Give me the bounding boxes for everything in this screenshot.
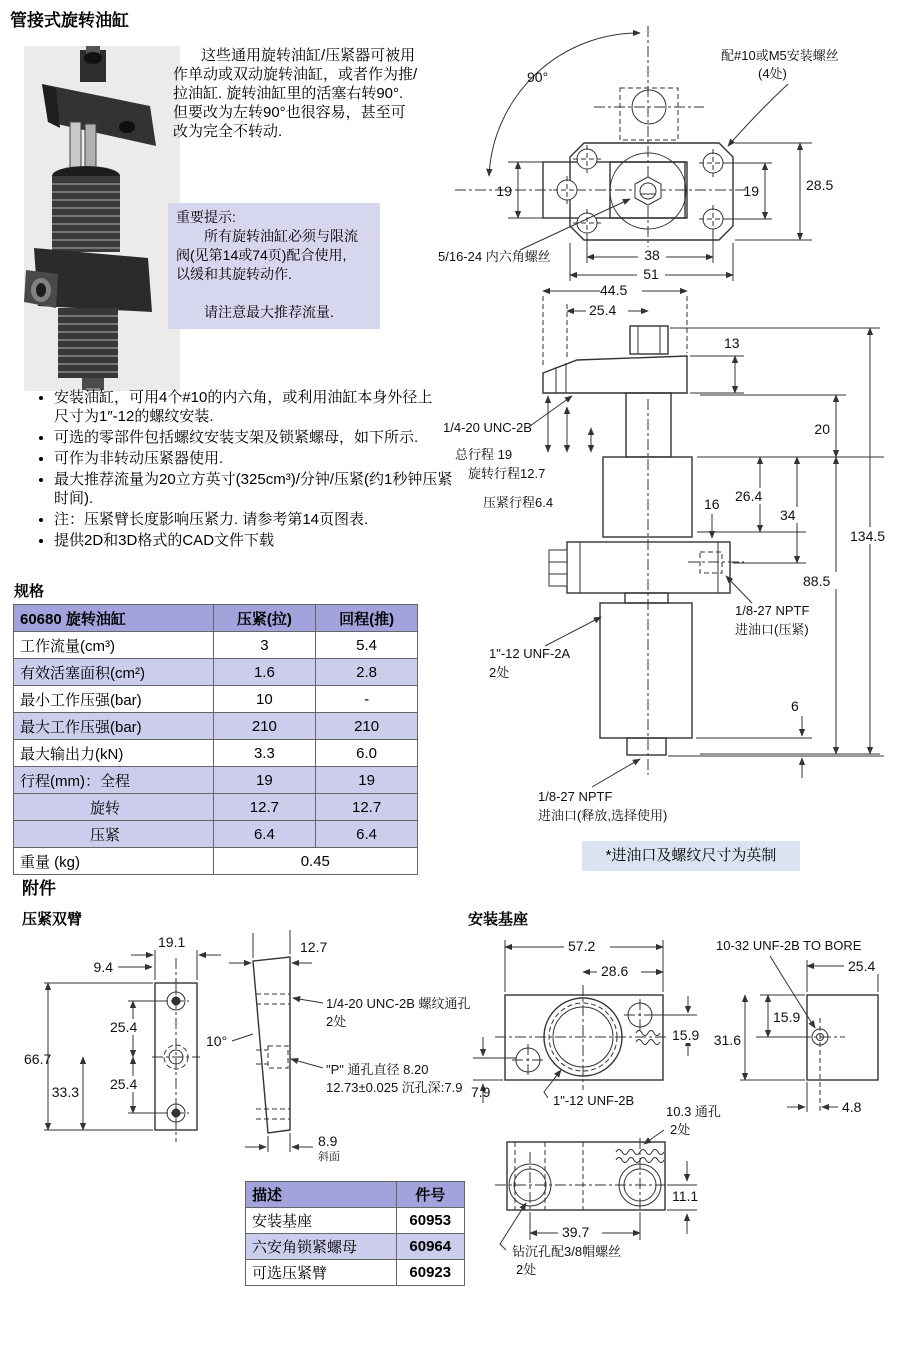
bullet-item: • 最大推荐流量为20立方英寸(325cm³)/分钟/压紧(约1秒钟压紧时间).	[54, 470, 466, 508]
spec-value: 10	[213, 686, 316, 713]
port-clamp-label: 1/8-27 NPTF	[735, 603, 810, 618]
dim-8-9: 8.9	[318, 1133, 338, 1149]
spec-row	[14, 767, 418, 794]
spec-value: 19	[213, 767, 316, 794]
specs-heading: 规格	[14, 583, 45, 600]
dim-11-1: 11.1	[672, 1188, 699, 1204]
hex-screw-label: 5/16-24 内六角螺丝	[438, 249, 551, 264]
arm-thread-label: 1/4-20 UNC-2B 螺纹通孔	[326, 996, 471, 1011]
arm-thread-qty: 2处	[326, 1014, 347, 1029]
dim-38: 38	[644, 247, 660, 263]
spec-value: 3.3	[213, 740, 316, 767]
spec-value: 6.4	[316, 821, 418, 848]
p-hole-label: "P" 通孔直径 8.20	[326, 1062, 429, 1077]
spec-label: 压紧	[14, 821, 214, 848]
spec-value: 2.8	[316, 659, 418, 686]
port-clamp-sub: 进油口(压紧)	[735, 622, 809, 637]
through-hole-qty: 2处	[670, 1122, 691, 1137]
dim-26-4: 26.4	[735, 488, 763, 504]
dim-34: 34	[780, 507, 796, 523]
spec-value: 6.0	[316, 740, 418, 767]
bullet-item: • 提供2D和3D格式的CAD文件下载	[54, 531, 466, 550]
dim-44-5: 44.5	[600, 282, 628, 298]
spec-label: 行程(mm)：全程	[14, 767, 214, 794]
spec-value: 210	[213, 713, 316, 740]
spec-row	[14, 740, 418, 767]
spec-header-return: 回程(推)	[316, 605, 418, 632]
dim-25-4-b: 25.4	[110, 1076, 138, 1092]
spec-row	[14, 713, 418, 740]
bullet-item: • 注：压紧臂长度影响压紧力. 请参考第14页图表.	[54, 510, 466, 529]
product-photo	[24, 46, 180, 391]
spec-row	[14, 821, 418, 848]
specs-table	[13, 604, 418, 875]
spec-weight-value: 0.45	[213, 848, 417, 875]
dim-19-right: 19	[743, 183, 759, 199]
dim-9-4: 9.4	[93, 959, 113, 975]
stroke-total-label: 总行程 19	[455, 447, 513, 462]
spec-weight-label: 重量 (kg)	[14, 848, 214, 875]
dim-7-9: 7.9	[471, 1084, 491, 1100]
spec-label: 有效活塞面积(cm²)	[14, 659, 214, 686]
parts-row	[246, 1260, 465, 1286]
side-view-drawing	[530, 283, 890, 787]
spec-value: 210	[316, 713, 418, 740]
part-desc: 六安角锁紧螺母	[246, 1234, 397, 1260]
spec-value: 1.6	[213, 659, 316, 686]
dim-88-5: 88.5	[803, 573, 831, 589]
parts-header-num: 件号	[396, 1182, 464, 1208]
part-desc: 安装基座	[246, 1208, 397, 1234]
spec-label: 最小工作压强(bar)	[14, 686, 214, 713]
bore-label: 10-32 UNF-2B TO BORE	[716, 938, 862, 953]
port-release-sub: 进油口(释放,选择使用)	[538, 808, 668, 823]
stroke-rotate-label: 旋转行程12.7	[468, 466, 546, 481]
spec-label: 最大输出力(kN)	[14, 740, 214, 767]
parts-header-desc: 描述	[246, 1182, 397, 1208]
parts-row	[246, 1234, 465, 1260]
cbore-label: 钻沉孔配3/8帽螺丝	[512, 1244, 622, 1259]
spec-value: 19	[316, 767, 418, 794]
mounting-base-heading: 安装基座	[468, 911, 529, 928]
dim-15-9-top: 15.9	[672, 1027, 700, 1043]
spec-label: 最大工作压强(bar)	[14, 713, 214, 740]
spec-row	[14, 659, 418, 686]
dim-6: 6	[791, 698, 799, 714]
dim-15-9-side: 15.9	[773, 1009, 801, 1025]
dim-10deg: 10°	[206, 1033, 228, 1049]
spec-value: -	[316, 686, 418, 713]
dim-19-1: 19.1	[158, 934, 186, 950]
dim-4-8: 4.8	[842, 1099, 862, 1115]
spec-value: 5.4	[316, 632, 418, 659]
bullet-item: • 可作为非转动压紧器使用.	[54, 449, 466, 468]
clamp-arm-heading: 压紧双臂	[22, 911, 83, 928]
bullet-item: • 可选的零部件包括螺纹安装支架及锁紧螺母，如下所示.	[54, 428, 466, 447]
spec-value: 6.4	[213, 821, 316, 848]
dim-20: 20	[814, 421, 830, 437]
dim-51: 51	[643, 266, 659, 282]
base-side-drawing	[740, 956, 882, 1112]
thread-label: 1/4-20 UNC-2B	[443, 420, 532, 435]
spec-label: 旋转	[14, 794, 214, 821]
spec-row	[14, 794, 418, 821]
part-number: 60953	[396, 1208, 464, 1234]
feature-bullet-list	[40, 388, 466, 552]
bullet-item: • 安装油缸，可用4个#10的内六角，或利用油缸本身外径上 尺寸为1″-12的螺纹安装.	[54, 388, 466, 426]
dim-33-3: 33.3	[51, 1084, 79, 1100]
p-hole-detail: 12.73±0.025 沉孔深:7.9	[326, 1080, 463, 1095]
dim-25-4-a: 25.4	[110, 1019, 138, 1035]
intro-paragraph: 这些通用旋转油缸/压紧器可被用作单动或双动旋转油缸，或者作为推/拉油缸. 旋转油缸里的活塞右转90°. 但要改为左转90°也很容易，甚至可改为完全不转动.	[173, 47, 418, 140]
dim-19-left: 19	[496, 183, 512, 199]
spec-value: 12.7	[316, 794, 418, 821]
spec-header-model: 60680 旋转油缸	[14, 605, 214, 632]
dim-25-4-base: 25.4	[848, 958, 876, 974]
bevel-label: 斜面	[318, 1151, 340, 1163]
units-footnote: *进油口及螺纹尺寸为英制	[582, 841, 800, 871]
spec-weight-row	[14, 848, 418, 875]
dim-90deg: 90°	[527, 69, 549, 85]
unf-2a-qty: 2处	[489, 665, 510, 680]
part-number: 60923	[396, 1260, 464, 1286]
spec-header-row	[14, 605, 418, 632]
dim-16: 16	[704, 496, 720, 512]
dim-66-7: 66.7	[24, 1051, 52, 1067]
unf-2a-label: 1"-12 UNF-2A	[489, 646, 571, 661]
spec-row	[14, 632, 418, 659]
base-unf-label: 1"-12 UNF-2B	[553, 1093, 635, 1108]
stroke-clamp-label: 压紧行程6.4	[483, 495, 554, 510]
dim-25-4: 25.4	[589, 302, 617, 318]
port-release-label: 1/8-27 NPTF	[538, 789, 613, 804]
arm-side-drawing	[229, 930, 323, 1152]
base-top-drawing	[473, 938, 706, 1103]
dim-134-5: 134.5	[850, 528, 886, 544]
dim-13: 13	[724, 335, 740, 351]
part-desc: 可选压紧臂	[246, 1260, 397, 1286]
important-notice-box: 重要提示: 所有旋转油缸必须与限流 阀(见第14或74页)配合使用, 以缓和其旋转动作. 请注意最大推荐流量.	[168, 203, 380, 329]
base-front-drawing	[495, 1130, 697, 1250]
spec-value: 3	[213, 632, 316, 659]
dim-12-7: 12.7	[300, 939, 328, 955]
dim-28-6: 28.6	[601, 963, 629, 979]
spec-value: 12.7	[213, 794, 316, 821]
dim-57-2: 57.2	[568, 938, 596, 954]
spec-label: 工作流量(cm³)	[14, 632, 214, 659]
mount-screw-qty: (4处)	[758, 66, 787, 81]
accessories-heading: 附件	[22, 879, 56, 898]
arm-front-drawing	[44, 950, 221, 1142]
page-title: 管接式旋转油缸	[10, 11, 129, 30]
parts-row	[246, 1208, 465, 1234]
spec-row	[14, 686, 418, 713]
dim-39-7: 39.7	[562, 1224, 590, 1240]
parts-table	[245, 1181, 465, 1286]
spec-header-clamp: 压紧(拉)	[213, 605, 316, 632]
top-view-drawing	[455, 26, 812, 282]
part-number: 60964	[396, 1234, 464, 1260]
dim-31-6: 31.6	[713, 1032, 741, 1048]
mount-screw-label: 配#10或M5安装螺丝	[721, 48, 839, 63]
dim-28-5: 28.5	[806, 177, 834, 193]
through-hole-label: 10.3 通孔	[666, 1104, 721, 1119]
parts-header-row	[246, 1182, 465, 1208]
cbore-qty: 2处	[516, 1262, 537, 1277]
